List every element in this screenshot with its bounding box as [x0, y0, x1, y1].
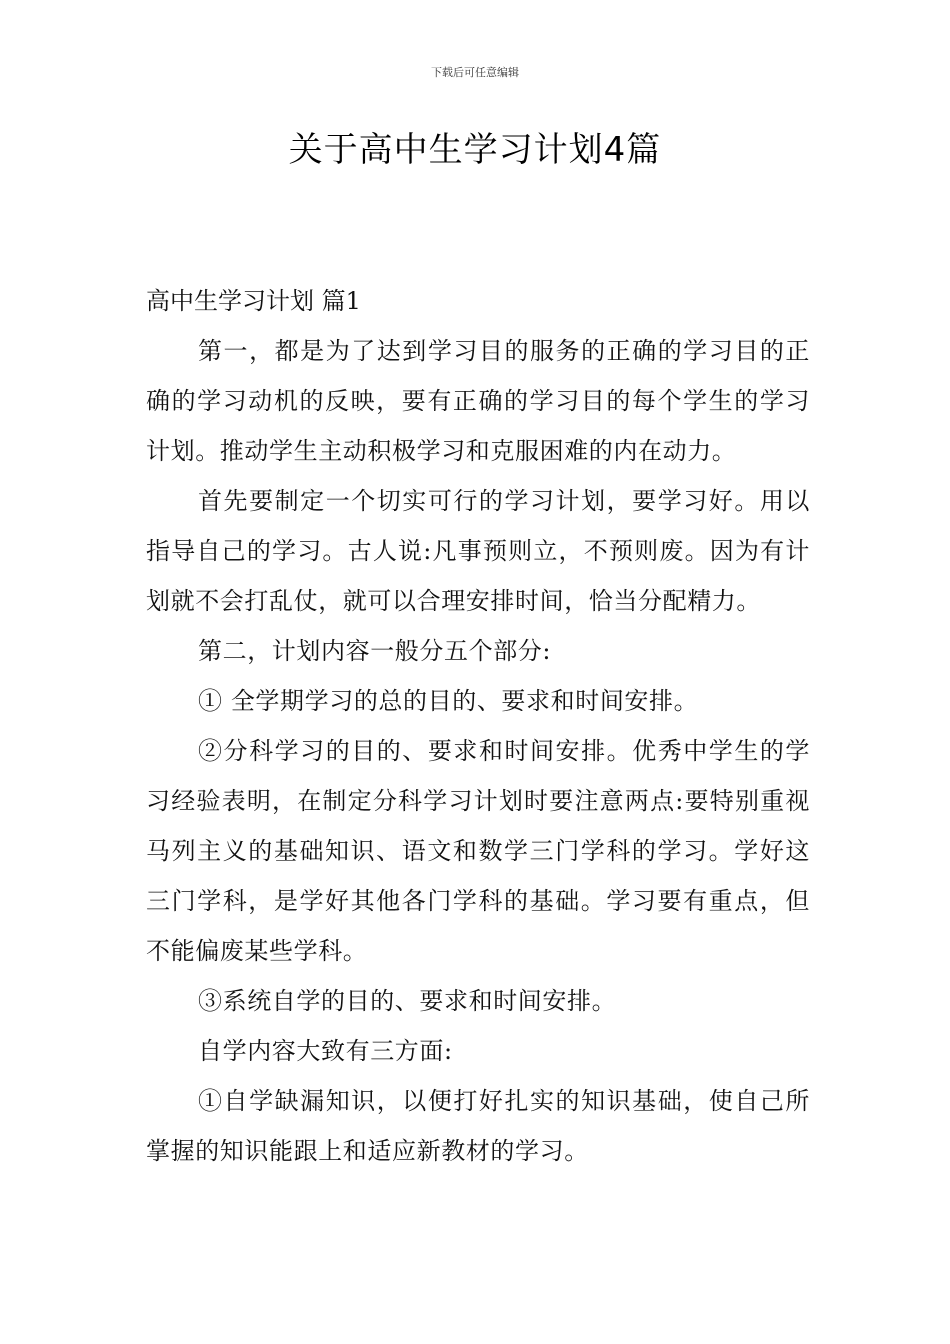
- list-item: ① 全学期学习的总的目的、要求和时间安排。: [198, 687, 699, 715]
- paragraph: 自学内容大致有三方面:: [198, 1037, 453, 1065]
- paragraph: 第一，都是为了达到学习目的服务的正确的学习目的正确的学习动机的反映，要有正确的学习目的每个学生的学习计划。推动学生主动积极学习和克服困难的内在动力。: [146, 337, 810, 465]
- list-item: ③系统自学的目的、要求和时间安排。: [198, 987, 617, 1015]
- header-note: 下载后可任意编辑: [431, 66, 519, 79]
- document-body: [146, 276, 810, 1176]
- paragraph: 第二，计划内容一般分五个部分:: [198, 637, 552, 665]
- list-item: ②分科学习的目的、要求和时间安排。优秀中学生的学习经验表明，在制定分科学习计划时要注意两点:要特别重视马列主义的基础知识、语文和数学三门学科的学习。学好这三门学科，是学好其他各门学科的基础。学习要有重点，但不能偏废某些学科。: [146, 737, 810, 965]
- paragraph: 首先要制定一个切实可行的学习计划，要学习好。用以指导自己的学习。古人说:凡事预则立，不预则废。因为有计划就不会打乱仗，就可以合理安排时间，恰当分配精力。: [146, 487, 810, 615]
- section-heading: 高中生学习计划 篇1: [146, 287, 361, 315]
- document-title: 关于高中生学习计划4篇: [288, 130, 662, 170]
- list-item: ①自学缺漏知识，以便打好扎实的知识基础，使自己所掌握的知识能跟上和适应新教材的学习。: [146, 1087, 810, 1165]
